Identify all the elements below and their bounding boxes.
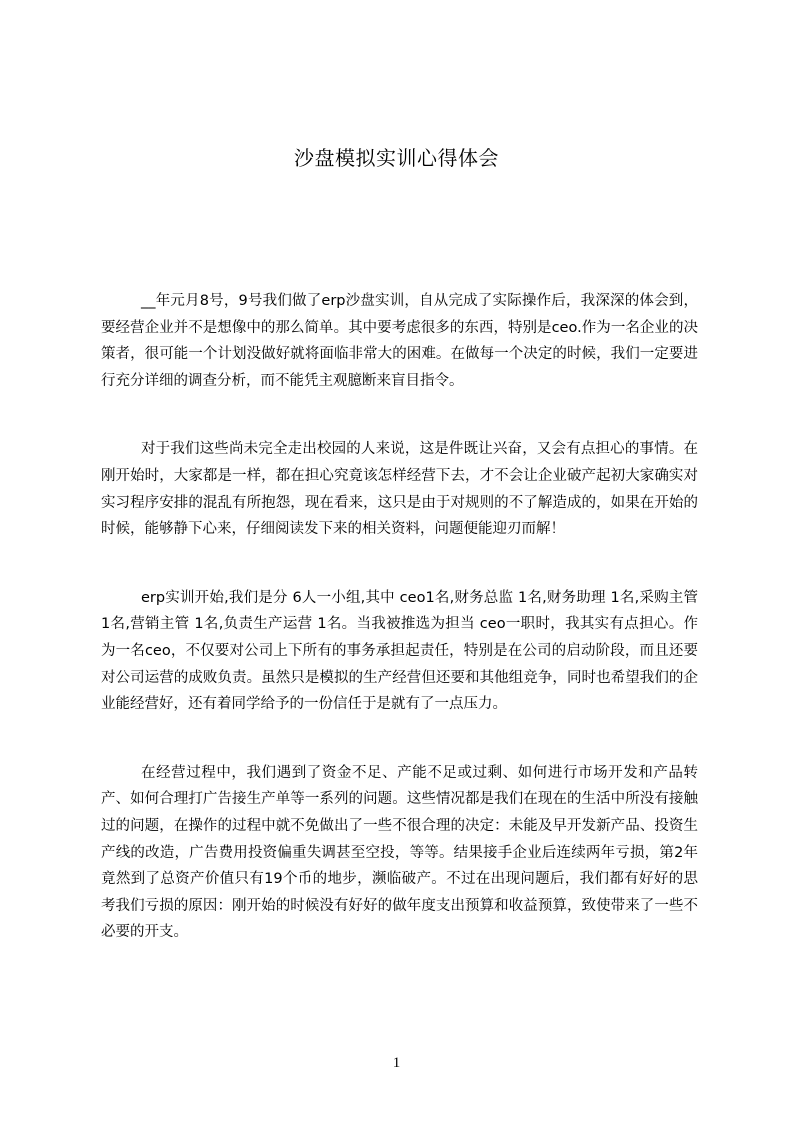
paragraph-4: 在经营过程中，我们遇到了资金不足、产能不足或过剩、如何进行市场开发和产品转产、如何合理打广告接生产单等一系列的问题。这些情况都是我们在现在的生活中所没有接触过的问题，在操作的过程中就不免做出了一些不很合理的决定：未能及早开发新产品、投资生产线的改造，广告费用投资偏重失调甚至空投，等等。结果接手企业后连续两年亏损，第2年竟然到了总资产价值只有19个币的地步，濒临破产。不过在出现问题后，我们都有好好的思考我们亏损的原因：刚开始的时候没有好好的做年度支出预算和收益预算，致使带来了一些不必要的开支。 (101, 764, 698, 941)
document-title: 沙盘模拟实训心得体会 (294, 146, 499, 170)
paragraph-3: erp实训开始,我们是分 6人一小组,其中 ceo1名,财务总监 1名,财务助理 1名,采购主管 1名,营销主管 1名,负责生产运营 1名。当我被推选为担当 ceo一职时，我其实有点担心。作为一名ceo，不仅要对公司上下所有的事务承担起责任，特别是在公司的启动阶段，而且还要对公司运营的成败负责。虽然只是模拟的生产经营但还要和其他组竞争，同时也希望我们的企业能经营好，还有着同学给予的一份信任于是就有了一点压力。 (101, 589, 698, 713)
paragraph-1: __年元月8号，9号我们做了erp沙盘实训，自从完成了实际操作后，我深深的体会到，要经营企业并不是想像中的那么简单。其中要考虑很多的东西，特别是ceo.作为一名企业的决策者，很可能一个计划没做好就将面临非常大的困难。在做每一个决定的时候，我们一定要进行充分详细的调查分析，而不能凭主观臆断来盲目指令。 (101, 293, 698, 389)
document-body (101, 288, 698, 988)
page-number: 1 (392, 1055, 401, 1071)
paragraph-2: 对于我们这些尚未完全走出校园的人来说，这是件既让兴奋，又会有点担心的事情。在刚开始时，大家都是一样，都在担心究竟该怎样经营下去，才不会让企业破产起初大家确实对实习程序安排的混乱有所抱怨，现在看来，这只是由于对规则的不了解造成的，如果在开始的时候，能够静下心来，仔细阅读发下来的相关资料，问题便能迎刃而解！ (101, 441, 698, 538)
